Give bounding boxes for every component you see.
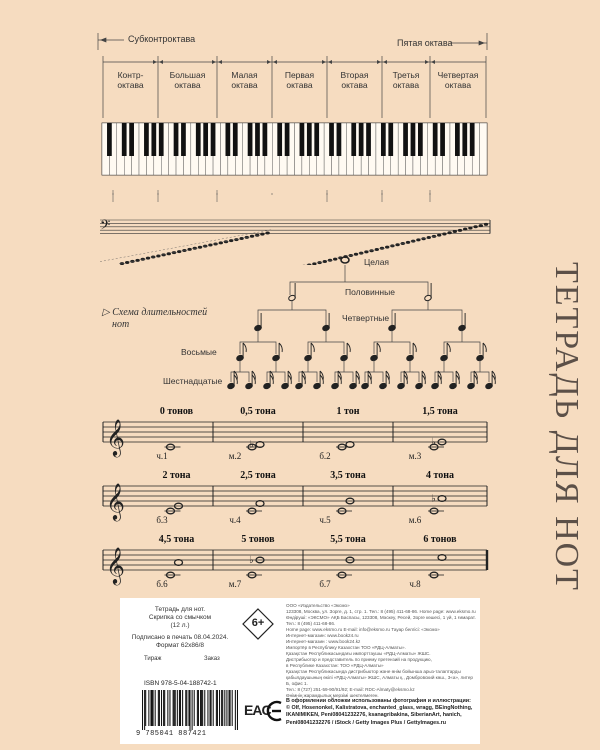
publisher-line: Импортёр в Республику Казахстан ТОО «РДЦ-Алматы». bbox=[286, 645, 406, 650]
scale-note bbox=[239, 237, 243, 240]
barcode-bar bbox=[189, 690, 190, 730]
interval-tones: 0 тонов bbox=[159, 406, 194, 417]
barcode-bar bbox=[200, 690, 201, 726]
tree-branch bbox=[374, 342, 410, 354]
sixteenth-label: Шестнадцатые bbox=[163, 376, 223, 386]
octave-label-line2: октава bbox=[444, 80, 472, 90]
black-key bbox=[388, 123, 393, 156]
black-key bbox=[263, 123, 268, 156]
interval-name: м.3 bbox=[408, 451, 422, 461]
barcode-bar bbox=[235, 690, 236, 730]
scale-note bbox=[484, 223, 488, 226]
interval-note bbox=[175, 560, 183, 566]
interval-tones: 6 тонов bbox=[423, 534, 457, 545]
arrow-head bbox=[218, 60, 222, 64]
barcode-bar bbox=[158, 690, 159, 726]
scale-note bbox=[265, 232, 269, 235]
black-key bbox=[381, 123, 386, 156]
interval-name: ч.8 bbox=[409, 579, 421, 589]
scale-note bbox=[395, 243, 399, 246]
half-label: Половинные bbox=[345, 287, 395, 297]
scale-note bbox=[442, 232, 446, 235]
interval-staves bbox=[0, 400, 600, 600]
black-key bbox=[440, 123, 445, 156]
black-key bbox=[418, 123, 423, 156]
note-flag bbox=[279, 343, 282, 352]
publisher-line: ООО «Издательство «Эксмо» bbox=[286, 603, 350, 608]
barcode-bar bbox=[210, 690, 211, 726]
black-key bbox=[470, 123, 475, 156]
black-key bbox=[277, 123, 282, 156]
flat-icon: ♭ bbox=[431, 437, 436, 448]
black-key bbox=[455, 123, 460, 156]
note-flag bbox=[243, 343, 246, 352]
black-key bbox=[307, 123, 312, 156]
scale-note bbox=[437, 234, 441, 237]
octave-brackets bbox=[0, 0, 600, 130]
interval-tones: 5 тонов bbox=[241, 534, 275, 545]
barcode-bar bbox=[175, 690, 176, 726]
arrow-head bbox=[267, 60, 271, 64]
scale-note bbox=[479, 224, 483, 227]
barcode-bar bbox=[167, 690, 168, 726]
isbn: ISBN 978-5-04-188742-1 bbox=[144, 680, 217, 687]
durations-title-line2: нот bbox=[112, 319, 130, 330]
interval-tones: 3,5 тона bbox=[330, 470, 366, 481]
arrow-head bbox=[328, 60, 332, 64]
age-badge bbox=[242, 608, 274, 640]
interval-name: ч.4 bbox=[229, 515, 241, 525]
scale-note bbox=[198, 246, 202, 249]
black-key bbox=[196, 123, 201, 156]
barcode-bar bbox=[142, 690, 143, 730]
whole-label: Целая bbox=[364, 257, 390, 267]
barcode-bar bbox=[155, 690, 156, 726]
subcontra-label: Субконтроктава bbox=[128, 34, 196, 44]
interval-name: м.7 bbox=[228, 579, 242, 589]
scale-note bbox=[385, 246, 389, 249]
octave-label-line1: Контр- bbox=[117, 70, 144, 80]
scale-note bbox=[427, 236, 431, 239]
eac-text: EAC bbox=[244, 702, 271, 718]
octave-label-line2: октава bbox=[392, 80, 420, 90]
black-key bbox=[159, 123, 164, 156]
publisher-line: Өндіруші: «ЭКСМО» АҚБ Баспасы, 123308, Мәскеу, Ресей, Зорге көшесі, 1 үй, 1 ғимарат. Тел.: 8 (495) 411-68-86. bbox=[286, 615, 476, 626]
credits-line2: © Olf, Hosenonkel, Kalistratova, enchanted_glass, wragg, BEingNothing, bbox=[286, 705, 473, 712]
barcode-bar bbox=[224, 690, 225, 726]
barcode-bar bbox=[177, 690, 178, 726]
octave-label-line2: октава bbox=[341, 80, 368, 90]
black-key bbox=[351, 123, 356, 156]
octave-label-line1: Первая bbox=[284, 70, 315, 80]
note-flag bbox=[413, 343, 416, 352]
fifth-octave-label: Пятая октава bbox=[397, 38, 453, 48]
barcode-digits: 9 785041 887421 bbox=[136, 730, 207, 738]
order: Заказ bbox=[204, 656, 220, 662]
tree-branch bbox=[392, 310, 462, 328]
black-key bbox=[122, 123, 127, 156]
interval-note bbox=[256, 442, 264, 448]
note-flag bbox=[447, 343, 450, 352]
credits-line1: В оформлении обложки использованы фотография и иллюстрации: bbox=[286, 698, 471, 704]
black-key bbox=[129, 123, 134, 156]
publisher-line: Интернет-магазин : www.book24.kz bbox=[286, 639, 361, 644]
subtitle-line: Скрипка со смычком bbox=[148, 614, 212, 621]
barcode-bar bbox=[221, 690, 222, 726]
black-key bbox=[248, 123, 253, 156]
barcode-bar bbox=[197, 690, 198, 726]
octave-label-line2: октава bbox=[286, 80, 313, 90]
barcode-bar bbox=[226, 690, 227, 726]
black-key bbox=[366, 123, 371, 156]
white-key bbox=[480, 123, 487, 175]
interval-tones: 2,5 тона bbox=[240, 470, 276, 481]
credits-line3: IKANIMIKEN, Peni08041232276, ksanagribakina, SiberianArt, hanich, bbox=[286, 712, 462, 719]
credits-line4: Peni08041232276 / iStock / Getty Images Plus / GettyImages.ru bbox=[286, 719, 447, 726]
black-key bbox=[174, 123, 179, 156]
interval-note bbox=[346, 442, 354, 448]
treble-clef-icon: 𝄞 bbox=[106, 418, 125, 456]
sheets-line: (12 л.) bbox=[170, 622, 190, 629]
interval-name: б.7 bbox=[319, 579, 331, 589]
signed-line: Подписано в печать 08.04.2024. bbox=[131, 634, 229, 641]
arrow-head bbox=[159, 60, 163, 64]
interval-name: б.2 bbox=[319, 451, 331, 461]
tree-branch bbox=[240, 342, 276, 354]
barcode-bar bbox=[217, 690, 218, 726]
black-key bbox=[233, 123, 238, 156]
publisher-line: Интернет-магазин: www.book24.ru bbox=[286, 633, 359, 638]
scale-note bbox=[229, 239, 233, 242]
octave-label bbox=[158, 70, 218, 90]
black-key bbox=[403, 123, 408, 156]
barcode-bar bbox=[151, 690, 152, 726]
arrow-head bbox=[322, 60, 326, 64]
black-key bbox=[107, 123, 112, 156]
barcode-bar bbox=[145, 690, 146, 726]
interval-tones: 1 тон bbox=[336, 406, 360, 417]
interval-note bbox=[438, 496, 446, 502]
barcode-bar bbox=[153, 690, 154, 726]
octave-label-line2: октава bbox=[174, 80, 201, 90]
durations-title-line1: ▷ Схема длительностей bbox=[102, 307, 208, 318]
barcode-bar bbox=[161, 690, 162, 726]
scale-note bbox=[219, 241, 223, 244]
barcode-bar bbox=[213, 690, 214, 726]
barcode-bar bbox=[216, 690, 217, 726]
interval-name: б.3 bbox=[156, 515, 168, 525]
barcode-bar bbox=[174, 690, 175, 726]
note-flag bbox=[483, 343, 486, 352]
barcode-bar bbox=[201, 690, 202, 726]
barcode-bar bbox=[232, 690, 233, 726]
barcode-bar bbox=[173, 690, 174, 726]
age-rating: 6+ bbox=[251, 617, 265, 629]
octave-label bbox=[376, 70, 436, 90]
publisher-line: Қазақстан Республикасында дистрибьютор және өнім бойынша арыз-талаптарды bbox=[286, 669, 461, 674]
scale-note bbox=[250, 235, 254, 238]
publisher-line: в Республике Казахстан: ТОО «РДЦ-Алматы» bbox=[286, 663, 384, 668]
octave-label bbox=[215, 70, 275, 90]
note-flag bbox=[347, 343, 350, 352]
interval-name: м.6 bbox=[408, 515, 422, 525]
black-key bbox=[462, 123, 467, 156]
octave-label bbox=[101, 70, 161, 90]
black-key bbox=[144, 123, 149, 156]
spine-title: ТЕТРАДЬ ДЛЯ НОТ bbox=[548, 262, 585, 592]
arrow-head bbox=[153, 60, 157, 64]
barcode-bar bbox=[179, 690, 180, 726]
flat-icon: ♭ bbox=[249, 439, 254, 451]
octave-label-line2: октава bbox=[117, 80, 144, 90]
black-key bbox=[285, 123, 290, 156]
scale-note bbox=[416, 238, 420, 241]
barcode-bar bbox=[148, 690, 149, 726]
interval-tones: 2 тона bbox=[162, 470, 191, 481]
black-key bbox=[203, 123, 208, 156]
black-key bbox=[225, 123, 230, 156]
interval-tones: 0,5 тона bbox=[240, 406, 276, 417]
barcode-bar bbox=[164, 690, 165, 726]
publisher-line: Қазақстан Республикасындағы импорттаушы «РДЦ-Алматы» ЖШС. bbox=[286, 651, 431, 656]
interval-name: ч.1 bbox=[156, 451, 168, 461]
scale-note bbox=[468, 226, 472, 229]
barcode bbox=[142, 690, 238, 730]
barcode-bar bbox=[192, 690, 193, 730]
barcode-bar bbox=[222, 690, 223, 726]
eksmo-logo-icon bbox=[264, 698, 286, 724]
piano-keyboard bbox=[0, 115, 600, 195]
barcode-bar bbox=[237, 690, 238, 730]
barcode-bar bbox=[180, 690, 181, 726]
scale-note bbox=[458, 229, 462, 232]
colophon-panel bbox=[120, 598, 480, 744]
barcode-bar bbox=[163, 690, 164, 726]
interval-name: б.6 bbox=[156, 579, 168, 589]
publisher-line: 123308, Москва, ул. Зорге, д. 1, стр. 1. Тел.: 8 (495) 411-68-86. Home page: www.eksmo.ru bbox=[286, 609, 476, 614]
barcode-bar bbox=[230, 690, 231, 726]
bass-clef-icon: 𝄢 bbox=[100, 217, 111, 236]
publisher-line: қабылдаушының өкілі «РДЦ-Алматы» ЖШС, Алматы қ., Домбровский көш., 3«а», литер Б, офис 1. bbox=[286, 675, 473, 686]
flat-icon: ♭ bbox=[249, 555, 254, 566]
interval-name: м.2 bbox=[228, 451, 242, 461]
arrow-head bbox=[425, 60, 429, 64]
arrow-head bbox=[273, 60, 277, 64]
octave-label bbox=[270, 70, 330, 90]
black-key bbox=[314, 123, 319, 156]
barcode-bar bbox=[188, 690, 189, 726]
scale-note bbox=[463, 228, 467, 231]
credits bbox=[286, 698, 478, 727]
octave-label-line1: Вторая bbox=[340, 70, 369, 80]
barcode-bar bbox=[198, 690, 199, 726]
treble-clef-icon: 𝄞 bbox=[106, 482, 125, 520]
interval-note bbox=[438, 555, 446, 561]
interval-tones: 4 тона bbox=[425, 470, 455, 481]
barcode-bar bbox=[202, 690, 203, 726]
barcode-bar bbox=[207, 690, 208, 726]
whole-note bbox=[341, 257, 349, 263]
interval-tones: 1,5 тона bbox=[422, 406, 458, 417]
arrow-head bbox=[383, 60, 387, 64]
black-key bbox=[359, 123, 364, 156]
title-line: Тетрадь для нот. bbox=[154, 606, 206, 613]
barcode-bar bbox=[229, 690, 230, 726]
publisher-info bbox=[286, 603, 476, 699]
scale-note bbox=[473, 225, 477, 228]
interval-tones: 5,5 тона bbox=[330, 534, 366, 545]
interval-name: ч.5 bbox=[319, 515, 331, 525]
barcode-bar bbox=[186, 690, 187, 726]
publisher-line: Тел.: 8 (727) 251-59-90/91/92; E-mail: RDC-Almaty@eksmo.kz bbox=[286, 687, 415, 692]
durations-tree bbox=[0, 250, 600, 400]
arrow-head bbox=[377, 60, 381, 64]
black-key bbox=[411, 123, 416, 156]
tree-branch bbox=[308, 342, 344, 354]
arrow-head bbox=[212, 60, 216, 64]
tree-branch bbox=[258, 310, 326, 328]
quarter-label: Четвертные bbox=[342, 313, 390, 323]
black-key bbox=[151, 123, 156, 156]
scale-note bbox=[453, 230, 457, 233]
octave-label-line1: Четвертая bbox=[437, 70, 479, 80]
barcode-bar bbox=[150, 690, 151, 726]
tree-branch bbox=[444, 342, 480, 354]
format-line: Формат 62х86/8 bbox=[155, 642, 205, 649]
barcode-bar bbox=[169, 690, 170, 726]
scale-note bbox=[447, 231, 451, 234]
black-key bbox=[211, 123, 216, 156]
barcode-bar bbox=[159, 690, 160, 726]
octave-label-line1: Малая bbox=[231, 70, 258, 80]
publisher-line: Home page: www.eksmo.ru E-mail: info@eksmo.ru Тауар белгісі: «Эксмо» bbox=[286, 627, 440, 632]
barcode-bar bbox=[219, 690, 220, 726]
treble-clef-icon: 𝄞 bbox=[106, 546, 125, 584]
print-run: Тираж bbox=[144, 656, 162, 662]
barcode-bar bbox=[185, 690, 186, 726]
barcode-bar bbox=[144, 690, 145, 730]
black-key bbox=[255, 123, 260, 156]
publisher-line: Дистрибьютор и представитель по приему претензий на продукцию, bbox=[286, 657, 432, 662]
book-title bbox=[120, 606, 240, 650]
octave-label-line1: Третья bbox=[392, 70, 420, 80]
barcode-bar bbox=[211, 690, 212, 726]
scale-note bbox=[208, 244, 212, 247]
note-flag bbox=[311, 343, 314, 352]
publisher-line: Өнімнің жарамдылық мерзімі шектелмеген. bbox=[286, 693, 379, 698]
black-key bbox=[300, 123, 305, 156]
arrow-head bbox=[431, 60, 435, 64]
barcode-bar bbox=[204, 690, 205, 726]
barcode-bar bbox=[182, 690, 183, 726]
black-key bbox=[337, 123, 342, 156]
barcode-bar bbox=[194, 690, 195, 726]
octave-label-line1: Большая bbox=[169, 70, 206, 80]
note-flag bbox=[377, 343, 380, 352]
black-key bbox=[329, 123, 334, 156]
interval-tones: 4,5 тона bbox=[158, 534, 195, 545]
flat-icon: ♭ bbox=[431, 493, 436, 505]
tree-branch bbox=[290, 282, 428, 295]
black-key bbox=[433, 123, 438, 156]
interval-note bbox=[256, 501, 264, 507]
octave-label-line2: октава bbox=[231, 80, 258, 90]
octave-label bbox=[428, 70, 488, 90]
eighth-label: Восьмые bbox=[181, 347, 217, 357]
scale-note bbox=[406, 241, 410, 244]
black-key bbox=[181, 123, 186, 156]
scale-note bbox=[260, 233, 264, 236]
